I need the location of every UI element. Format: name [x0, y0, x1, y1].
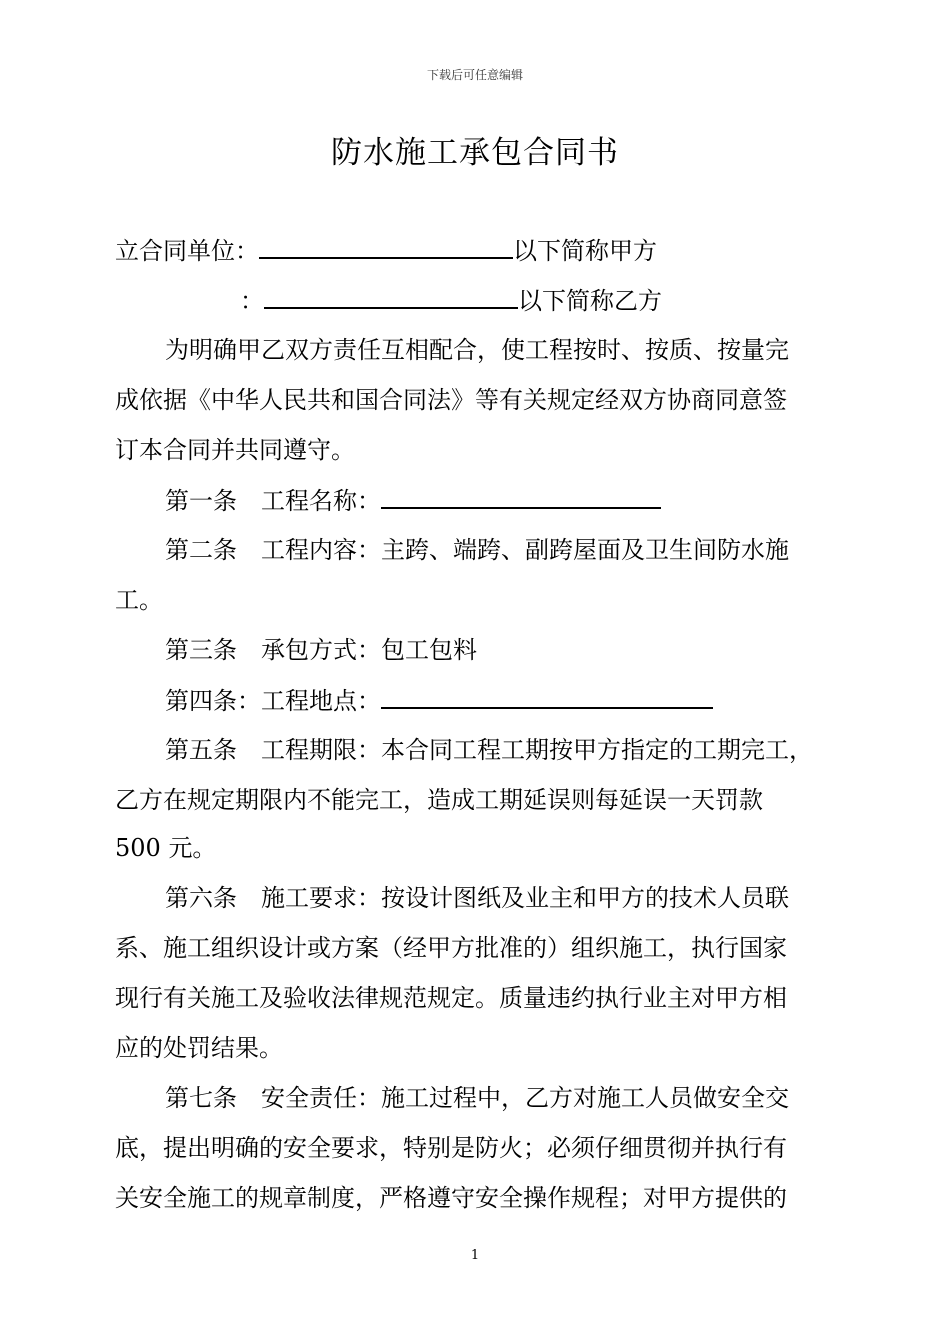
article-7-line-1: 第七条 安全责任：施工过程中，乙方对施工人员做安全交 — [165, 1084, 789, 1112]
page-header: 下载后可任意编辑 — [426, 68, 523, 82]
document-title: 防水施工承包合同书 — [331, 135, 619, 171]
project-location-blank[interactable] — [381, 685, 713, 709]
intro-line-2: 成依据《中华人民共和国合同法》等有关规定经双方协商同意签 — [115, 386, 787, 414]
party-b-line — [240, 285, 662, 316]
article-5-line-1: 第五条 工程期限：本合同工程工期按甲方指定的工期完工， — [165, 736, 813, 764]
article-6-line-2: 系、施工组织设计或方案（经甲方批准的）组织施工，执行国家 — [115, 934, 787, 962]
article-3: 第三条 承包方式：包工包料 — [165, 636, 477, 664]
article-6-line-4: 应的处罚结果。 — [115, 1034, 283, 1062]
article-7-line-2: 底，提出明确的安全要求，特别是防火；必须仔细贯彻并执行有 — [115, 1134, 787, 1162]
article-6-line-3: 现行有关施工及验收法律规范规定。质量违约执行业主对甲方相 — [115, 984, 787, 1012]
article-2-line-2: 工。 — [115, 586, 163, 614]
article-4 — [165, 685, 713, 716]
party-b-suffix: 以下简称乙方 — [518, 287, 662, 315]
party-a-suffix: 以下简称甲方 — [513, 237, 657, 265]
article-2-line-1: 第二条 工程内容：主跨、端跨、副跨屋面及卫生间防水施 — [165, 536, 789, 564]
party-b-label: ： — [240, 287, 264, 315]
party-a-label: 立合同单位： — [115, 237, 259, 265]
article-1-label: 第一条 工程名称： — [165, 487, 381, 515]
intro-line-1: 为明确甲乙双方责任互相配合，使工程按时、按质、按量完 — [165, 336, 789, 364]
project-name-blank[interactable] — [381, 485, 661, 509]
article-5-line-2: 乙方在规定期限内不能完工，造成工期延误则每延误一天罚款 — [115, 786, 763, 814]
party-a-blank[interactable] — [259, 235, 513, 259]
article-7-line-3: 关安全施工的规章制度，严格遵守安全操作规程；对甲方提供的 — [115, 1184, 787, 1212]
page-number: 1 — [470, 1248, 480, 1263]
article-5-line-3: 500 元。 — [115, 834, 217, 862]
party-b-blank[interactable] — [264, 285, 518, 309]
party-a-line — [115, 235, 657, 266]
article-1 — [165, 485, 661, 516]
intro-line-3: 订本合同并共同遵守。 — [115, 436, 355, 464]
article-4-label: 第四条：工程地点： — [165, 687, 381, 715]
article-6-line-1: 第六条 施工要求：按设计图纸及业主和甲方的技术人员联 — [165, 884, 789, 912]
